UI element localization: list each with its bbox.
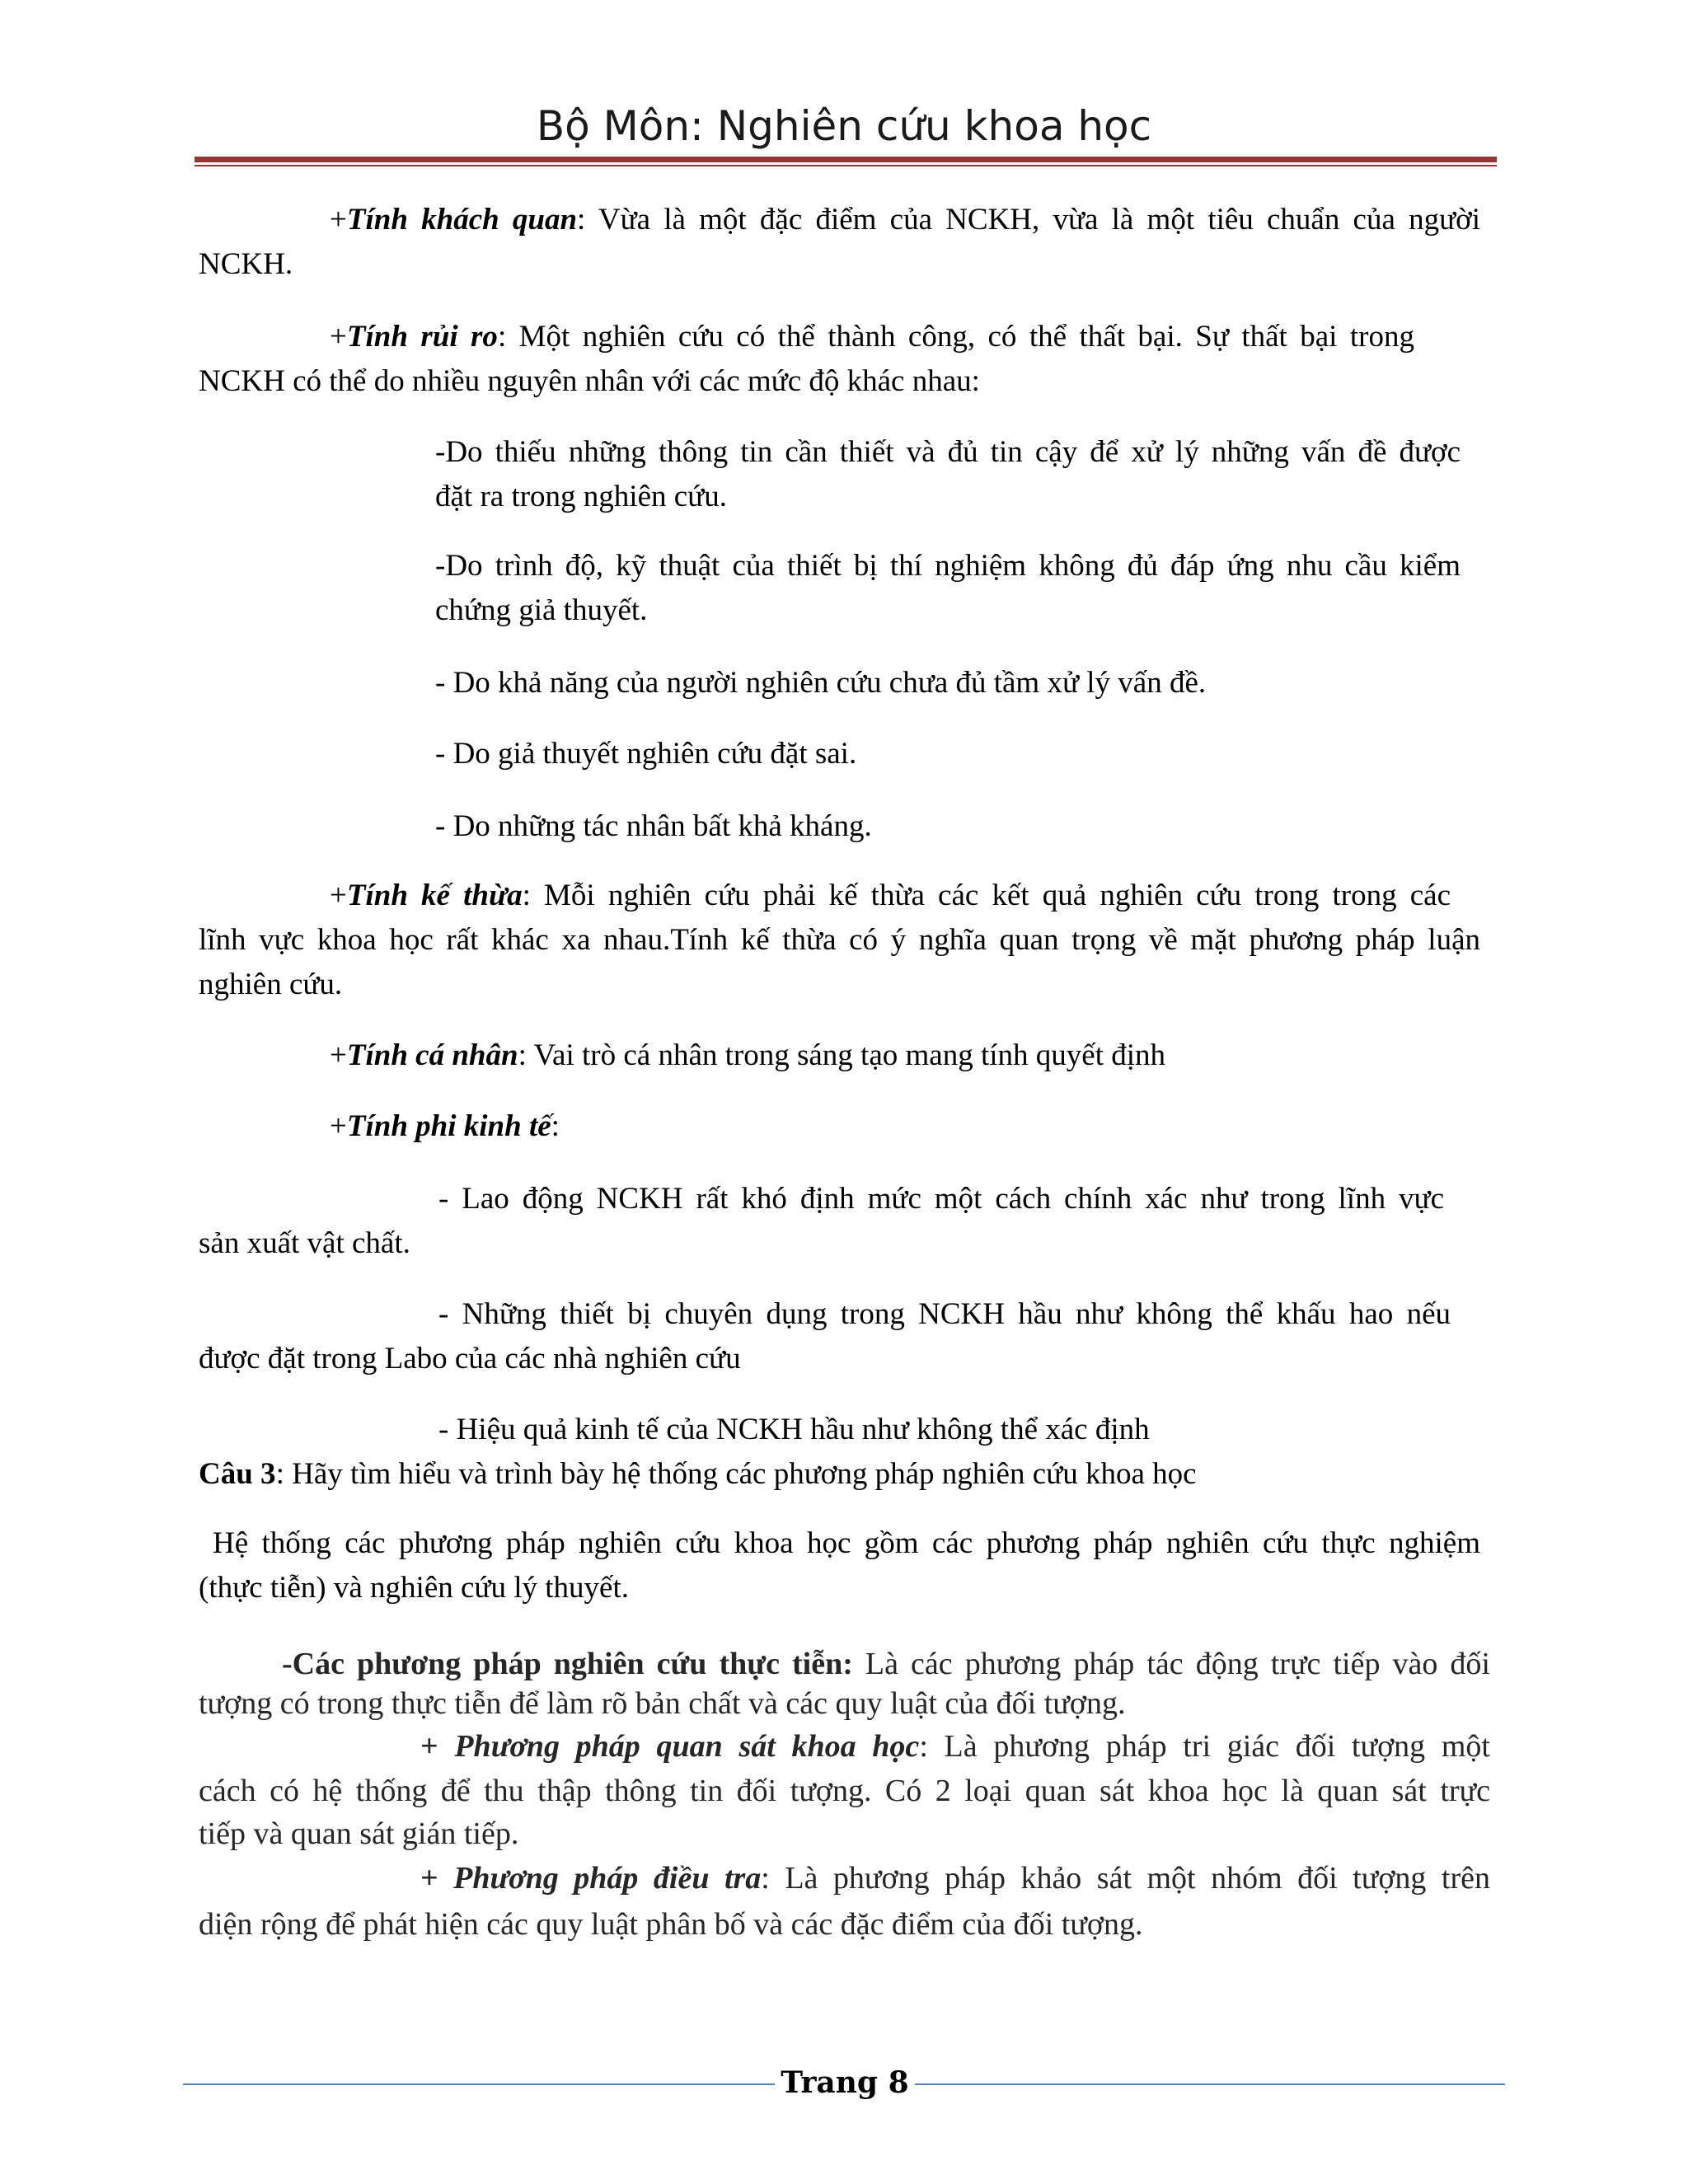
- page-header-title: Bộ Môn: Nghiên cứu khoa học: [536, 102, 1152, 150]
- list-item: - Những thiết bị chuyên dụng trong NCKH hầu như không thể khấu hao nếu: [438, 1297, 1451, 1331]
- term-rui-ro: Tính rủi ro: [346, 320, 498, 354]
- list-item: -Do trình độ, kỹ thuật của thiết bị thí nghiệm không đủ đáp ứng nhu cầu kiểm: [435, 549, 1461, 583]
- paragraph-ke-thua-cont: nghiên cứu.: [199, 968, 343, 1001]
- list-item: - Lao động NCKH rất khó định mức một cách chính xác như trong lĩnh vực: [438, 1182, 1444, 1216]
- list-item-cont: được đặt trong Labo của các nhà nghiên cứu: [199, 1342, 741, 1376]
- question-3: Câu 3: Hãy tìm hiểu và trình bày hệ thống các phương pháp nghiên cứu khoa học: [199, 1457, 1197, 1491]
- method-quan-sat-cont: tiếp và quan sát gián tiếp.: [199, 1816, 519, 1851]
- section-thuc-tien: -Các phương pháp nghiên cứu thực tiễn: Là các phương pháp tác động trực tiếp vào đối: [282, 1647, 1490, 1681]
- term-ke-thua: Tính kế thừa: [346, 879, 523, 912]
- paragraph-rui-ro: +Tính rủi ro: Một nghiên cứu có thể thành công, có thể thất bại. Sự thất bại trong: [330, 320, 1414, 354]
- method-dieu-tra: + Phương pháp điều tra: Là phương pháp khảo sát một nhóm đối tượng trên: [420, 1861, 1491, 1896]
- paragraph-rui-ro-cont: NCKH có thể do nhiều nguyên nhân với các mức độ khác nhau:: [199, 364, 980, 398]
- list-item-cont: đặt ra trong nghiên cứu.: [435, 480, 727, 513]
- question-label: Câu 3: [199, 1457, 276, 1491]
- list-item: - Do giả thuyết nghiên cứu đặt sai.: [435, 737, 857, 771]
- paragraph-khach-quan-cont: NCKH.: [199, 247, 293, 281]
- term-dieu-tra: Phương pháp điều tra: [453, 1861, 762, 1896]
- method-quan-sat: + Phương pháp quan sát khoa học: Là phương pháp tri giác đối tượng một: [420, 1729, 1490, 1764]
- method-dieu-tra-cont: diện rộng để phát hiện các quy luật phân bố và các đặc điểm của đối tượng.: [199, 1907, 1143, 1942]
- paragraph-ke-thua-cont: lĩnh vực khoa học rất khác xa nhau.Tính kế thừa có ý nghĩa quan trọng về mặt phương pháp luận: [199, 923, 1480, 957]
- paragraph-khach-quan: +Tính khách quan: Vừa là một đặc điểm của NCKH, vừa là một tiêu chuẩn của người: [330, 203, 1480, 237]
- paragraph-phi-kinh-te: +Tính phi kinh tế:: [330, 1109, 560, 1143]
- list-item: -Do thiếu những thông tin cần thiết và đủ tin cậy để xử lý những vấn đề được: [435, 435, 1461, 469]
- section-heading: -Các phương pháp nghiên cứu thực tiễn:: [282, 1647, 853, 1681]
- term-ca-nhan: Tính cá nhân: [346, 1038, 518, 1072]
- term-phi-kinh-te: Tính phi kinh tế: [346, 1109, 551, 1143]
- list-item-cont: sản xuất vật chất.: [199, 1226, 410, 1260]
- header-rule-thin: [195, 165, 1497, 166]
- footer-rule-left: [183, 2083, 775, 2085]
- paragraph-ca-nhan: +Tính cá nhân: Vai trò cá nhân trong sáng tạo mang tính quyết định: [330, 1038, 1165, 1072]
- list-item-cont: chứng giả thuyết.: [435, 593, 648, 627]
- list-item: - Hiệu quả kinh tế của NCKH hầu như không thể xác định: [438, 1413, 1150, 1446]
- footer-rule-right: [915, 2083, 1505, 2085]
- list-item: - Do khả năng của người nghiên cứu chưa đủ tầm xử lý vấn đề.: [435, 666, 1207, 700]
- header-rule: [195, 157, 1497, 162]
- answer-paragraph: Hệ thống các phương pháp nghiên cứu khoa học gồm các phương pháp nghiên cứu thực nghiệm: [213, 1526, 1480, 1560]
- section-thuc-tien-cont: tượng có trong thực tiễn để làm rõ bản chất và các quy luật của đối tượng.: [199, 1686, 1126, 1721]
- paragraph-ke-thua: +Tính kế thừa: Mỗi nghiên cứu phải kế thừa các kết quả nghiên cứu trong trong các: [330, 879, 1451, 912]
- term-khach-quan: Tính khách quan: [346, 203, 578, 237]
- method-quan-sat-cont: cách có hệ thống để thu thập thông tin đối tượng. Có 2 loại quan sát khoa học là quan sát trực: [199, 1774, 1490, 1808]
- list-item: - Do những tác nhân bất khả kháng.: [435, 809, 872, 843]
- page-number: Trang 8: [781, 2065, 909, 2100]
- answer-paragraph-cont: (thực tiễn) và nghiên cứu lý thuyết.: [199, 1571, 629, 1605]
- term-quan-sat: Phương pháp quan sát khoa học: [454, 1729, 920, 1764]
